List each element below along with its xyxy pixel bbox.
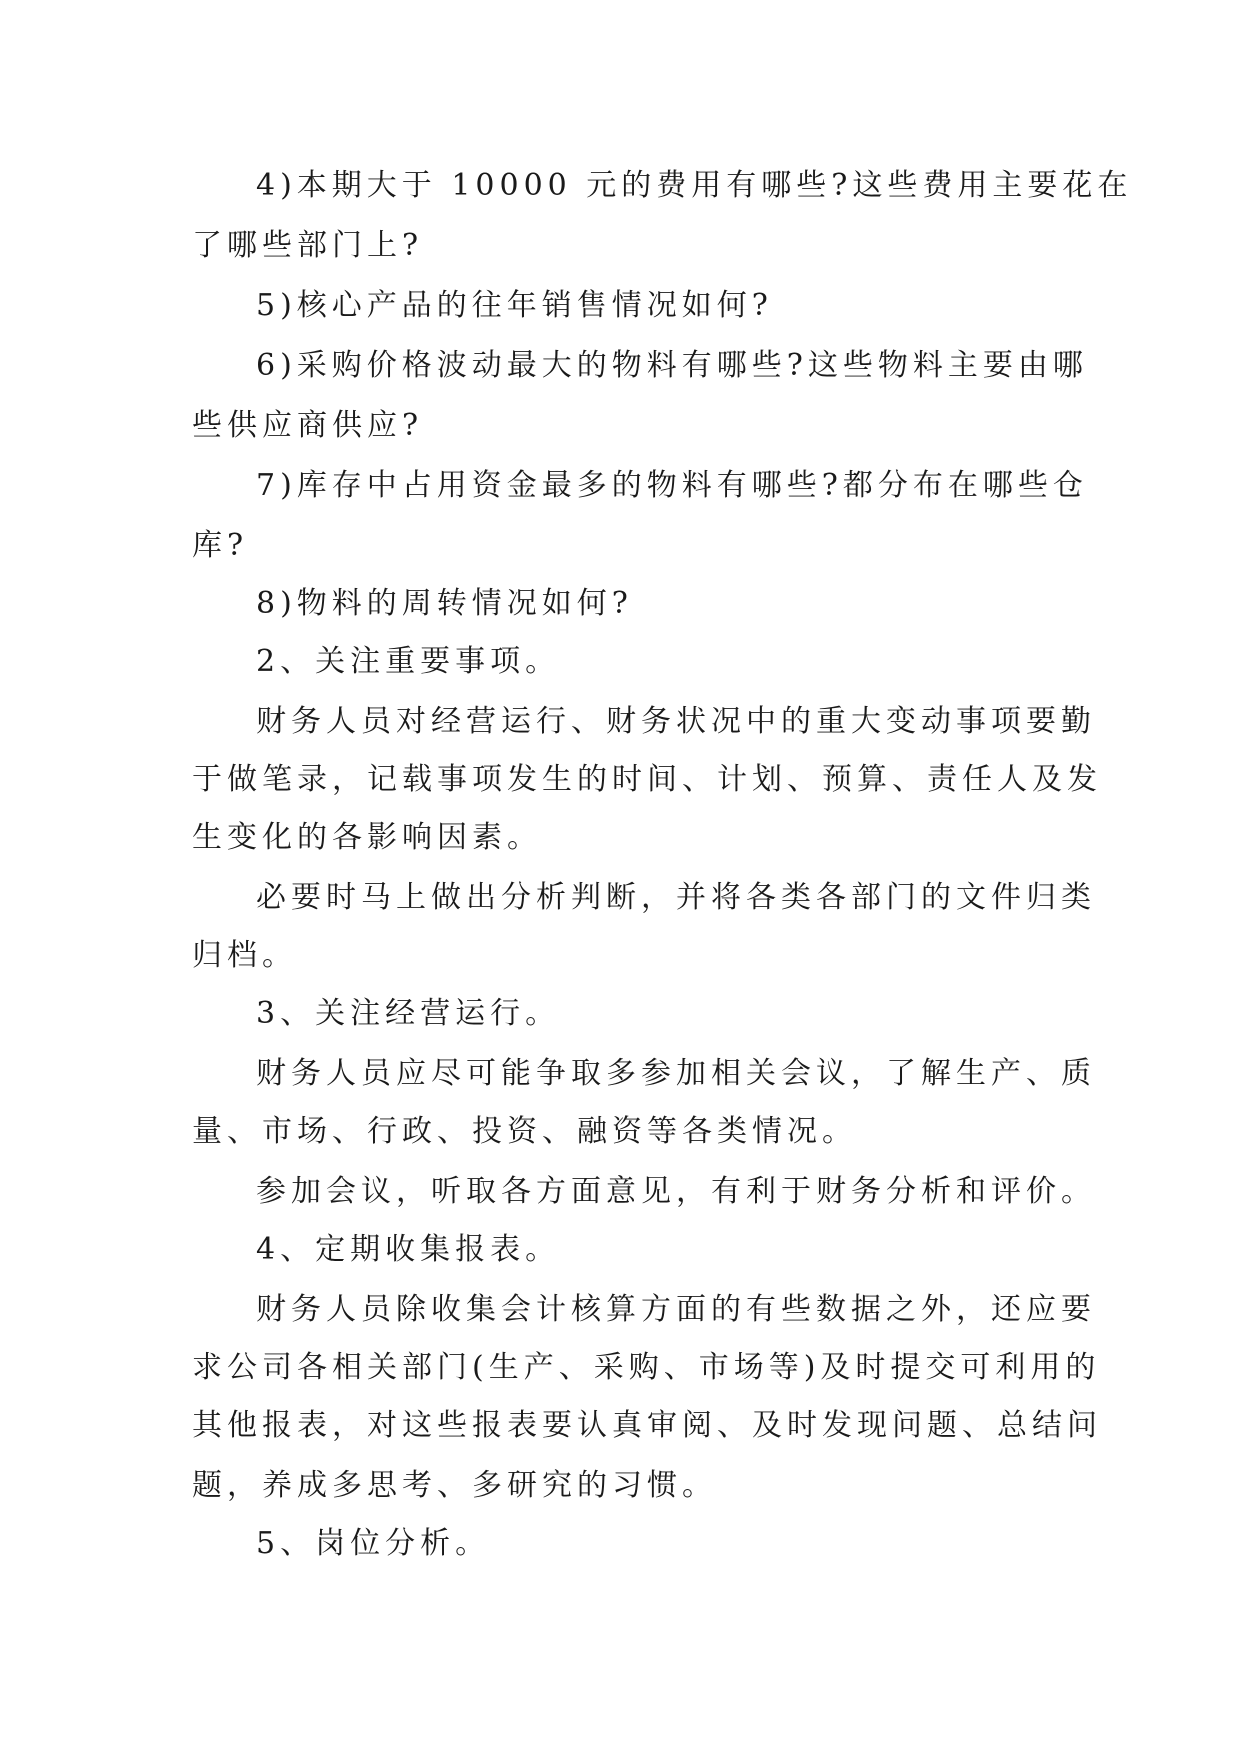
text-line: 生变化的各影响因素。: [192, 820, 542, 855]
text-line: 求公司各相关部门(生产、采购、市场等)及时提交可利用的: [192, 1350, 1101, 1385]
section-heading: 4、定期收集报表。: [256, 1232, 561, 1267]
text-line: 参加会议，听取各方面意见，有利于财务分析和评价。: [256, 1174, 1096, 1209]
text-line: 财务人员对经营运行、财务状况中的重大变动事项要勤: [256, 704, 1096, 739]
text-line: 归档。: [192, 938, 297, 973]
section-heading: 2、关注重要事项。: [256, 644, 561, 679]
text-line: 必要时马上做出分析判断，并将各类各部门的文件归类: [256, 880, 1096, 915]
section-heading: 5、岗位分析。: [256, 1526, 491, 1561]
text-line: 财务人员除收集会计核算方面的有些数据之外，还应要: [256, 1292, 1096, 1327]
text-line: 财务人员应尽可能争取多参加相关会议，了解生产、质: [256, 1056, 1096, 1091]
section-heading: 3、关注经营运行。: [256, 996, 561, 1031]
text-line: 5)核心产品的往年销售情况如何?: [256, 288, 773, 323]
text-line: 题，养成多思考、多研究的习惯。: [192, 1468, 717, 1503]
text-line: 4)本期大于 10000 元的费用有哪些?这些费用主要花在: [256, 168, 1133, 203]
text-line: 6)采购价格波动最大的物料有哪些?这些物料主要由哪: [256, 348, 1088, 383]
text-line: 8)物料的周转情况如何?: [256, 586, 633, 621]
text-line: 些供应商供应?: [192, 408, 424, 443]
text-line: 其他报表，对这些报表要认真审阅、及时发现问题、总结问: [192, 1408, 1102, 1443]
text-line: 于做笔录，记载事项发生的时间、计划、预算、责任人及发: [192, 762, 1102, 797]
text-line: 了哪些部门上?: [192, 228, 424, 263]
text-line: 量、市场、行政、投资、融资等各类情况。: [192, 1114, 857, 1149]
text-line: 库?: [192, 528, 249, 563]
text-line: 7)库存中占用资金最多的物料有哪些?都分布在哪些仓: [256, 468, 1088, 503]
